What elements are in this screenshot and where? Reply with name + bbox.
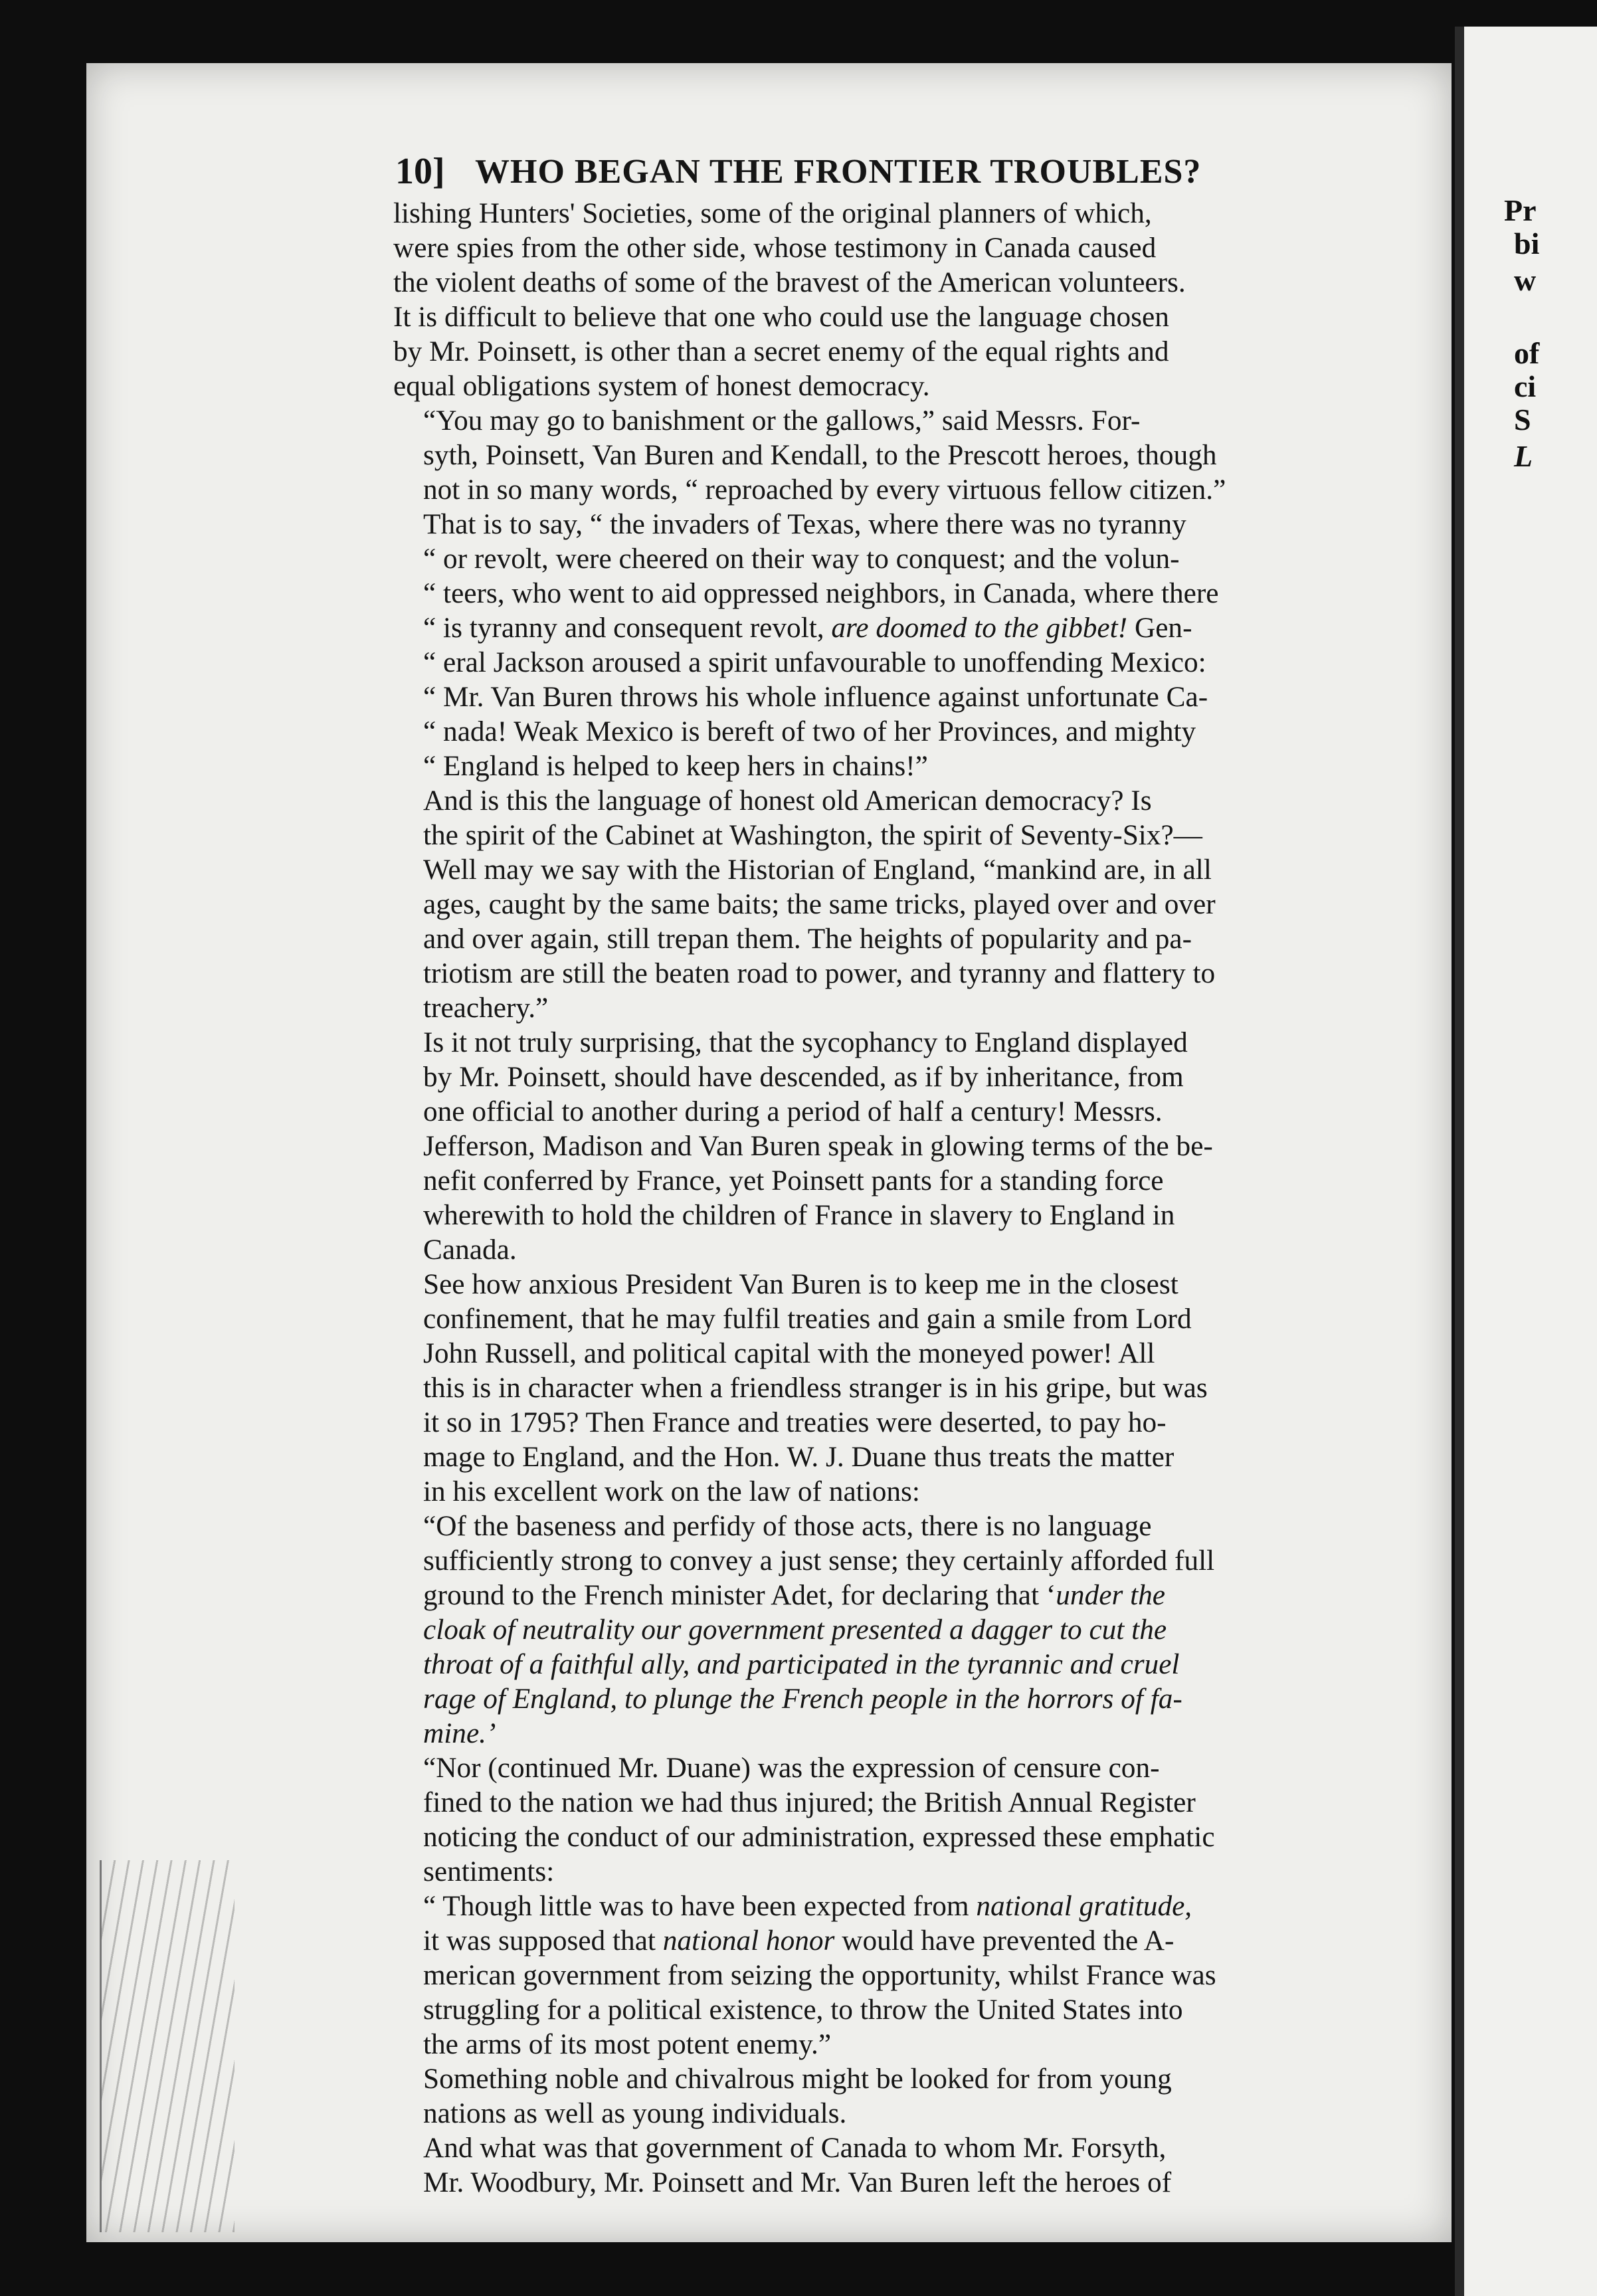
text-line: “ Though little was to have been expected from national gratitude, [423,1890,1192,1922]
paragraph [393,2061,1323,2131]
text-line: And is this the language of honest old American democracy? Is [423,785,1152,816]
text-line: were spies from the other side, whose testimony in Canada caused [393,232,1157,264]
facing-fragment: ci [1514,369,1537,403]
text-line: sentiments: [423,1856,555,1887]
italic-line: throat of a faithful ally, and participated in the tyrannic and cruel [423,1648,1180,1680]
text-line: “You may go to banishment or the gallows,” said Messrs. For- [423,405,1141,436]
text-line: Canada. [423,1234,517,1266]
italic-text: are doomed to the gibbet! [831,612,1128,644]
body-text [393,196,1323,2200]
paragraph [393,2131,1323,2200]
facing-fragment: w [1514,263,1537,297]
text-line: sufficiently strong to convey a just sense; they certainly afforded full [423,1545,1215,1577]
text-line: “ teers, who went to aid oppressed neighbors, in Canada, where there [423,577,1219,609]
text-line: it was supposed that national honor would have prevented the A- [423,1925,1174,1957]
text-line: and over again, still trepan them. The heights of popularity and pa- [423,923,1192,955]
paragraph [393,196,1323,403]
text-line: triotism are still the beaten road to power, and tyranny and flattery to [423,957,1216,989]
text-line: “Of the baseness and perfidy of those acts, there is no language [423,1510,1152,1542]
text-line: nations as well as young individuals. [423,2097,847,2129]
text-line: ages, caught by the same baits; the same tricks, played over and over [423,888,1216,920]
italic-text: national honor [662,1925,835,1957]
running-title: WHO BEGAN THE FRONTIER TROUBLES? [475,152,1202,191]
text-line: “ Mr. Van Buren throws his whole influence against unfortunate Ca- [423,681,1208,713]
paragraph [393,1267,1323,1509]
text-line: It is difficult to believe that one who could use the language chosen [393,301,1169,333]
paragraph [393,783,1323,1025]
text-line: noticing the conduct of our administration, expressed these emphatic [423,1821,1215,1853]
facing-fragment: bi [1514,227,1540,260]
paragraph [393,1509,1323,1751]
text-line: Something noble and chivalrous might be looked for from young [423,2063,1172,2095]
text-line: confinement, that he may fulfil treaties and gain a smile from Lord [423,1303,1192,1335]
text-line: wherewith to hold the children of France in slavery to England in [423,1199,1175,1231]
text-line: treachery.” [423,992,549,1024]
text-line: it so in 1795? Then France and treaties were deserted, to pay ho- [423,1406,1167,1438]
text-line: fined to the nation we had thus injured; the British Annual Register [423,1786,1196,1818]
text-line: struggling for a political existence, to throw the United States into [423,1994,1183,2026]
text-line: equal obligations system of honest democracy. [393,370,930,402]
text-line: the arms of its most potent enemy.” [423,2028,832,2060]
facing-fragment: L [1514,439,1533,473]
page-number: 10] [395,151,445,192]
facing-fragment: S [1514,403,1531,436]
text-line: the violent deaths of some of the bravest of the American volunteers. [393,266,1186,298]
text-line: “ or revolt, were cheered on their way to conquest; and the volun- [423,543,1180,575]
text-line: “ eral Jackson aroused a spirit unfavourable to unoffending Mexico: [423,646,1206,678]
text-line: not in so many words, “ reproached by every virtuous fellow citizen.” [423,474,1226,506]
text-line: nefit conferred by France, yet Poinsett pants for a standing force [423,1165,1164,1196]
text-line: by Mr. Poinsett, should have descended, as if by inheritance, from [423,1061,1184,1093]
text-line: Jefferson, Madison and Van Buren speak in glowing terms of the be- [423,1130,1213,1162]
text-line: Well may we say with the Historian of England, “mankind are, in all [423,854,1212,886]
text-line: this is in character when a friendless stranger is in his gripe, but was [423,1372,1208,1404]
page-edges [100,1860,235,2232]
text-line: “ nada! Weak Mexico is bereft of two of her Provinces, and mighty [423,716,1196,747]
text-line: “Nor (continued Mr. Duane) was the expression of censure con- [423,1752,1160,1784]
facing-fragment: of [1514,336,1540,370]
paragraph [393,1751,1323,1889]
facing-page [1455,27,1597,2296]
paragraph [393,1025,1323,1267]
text-line: And what was that government of Canada to whom Mr. Forsyth, [423,2132,1167,2164]
text-line: That is to say, “ the invaders of Texas, where there was no tyranny [423,508,1186,540]
text-line: Is it not truly surprising, that the sycophancy to England displayed [423,1026,1188,1058]
text-line: Mr. Woodbury, Mr. Poinsett and Mr. Van Buren left the heroes of [423,2166,1172,2198]
text-line: ground to the French minister Adet, for declaring that ‘under the [423,1579,1166,1611]
text-line: lishing Hunters' Societies, some of the original planners of which, [393,197,1152,229]
paragraph [393,1889,1323,2061]
text-line: the spirit of the Cabinet at Washington, the spirit of Seventy-Six?— [423,819,1202,851]
paragraph [393,403,1323,783]
text-line: syth, Poinsett, Van Buren and Kendall, to the Prescott heroes, though [423,439,1217,471]
text-line: merican government from seizing the opportunity, whilst France was [423,1959,1216,1991]
text-line: mage to England, and the Hon. W. J. Duane thus treats the matter [423,1441,1174,1473]
italic-line: mine.’ [423,1717,496,1749]
text-line: See how anxious President Van Buren is to keep me in the closest [423,1268,1178,1300]
text-line: in his excellent work on the law of nations: [423,1476,920,1507]
italic-text: under the [1056,1579,1166,1611]
text-line: one official to another during a period of half a century! Messrs. [423,1096,1163,1127]
italic-line: cloak of neutrality our government presented a dagger to cut the [423,1614,1167,1646]
text-line: John Russell, and political capital with the moneyed power! All [423,1337,1155,1369]
text-line: by Mr. Poinsett, is other than a secret enemy of the equal rights and [393,335,1169,367]
text-line: “ is tyranny and consequent revolt, are doomed to the gibbet! Gen- [423,612,1192,644]
running-header [395,145,1322,198]
italic-text: national gratitude, [976,1890,1192,1922]
italic-line: rage of England, to plunge the French people in the horrors of fa- [423,1683,1182,1715]
text-line: “ England is helped to keep hers in chains!” [423,750,928,782]
facing-fragment: Pr [1504,193,1537,227]
